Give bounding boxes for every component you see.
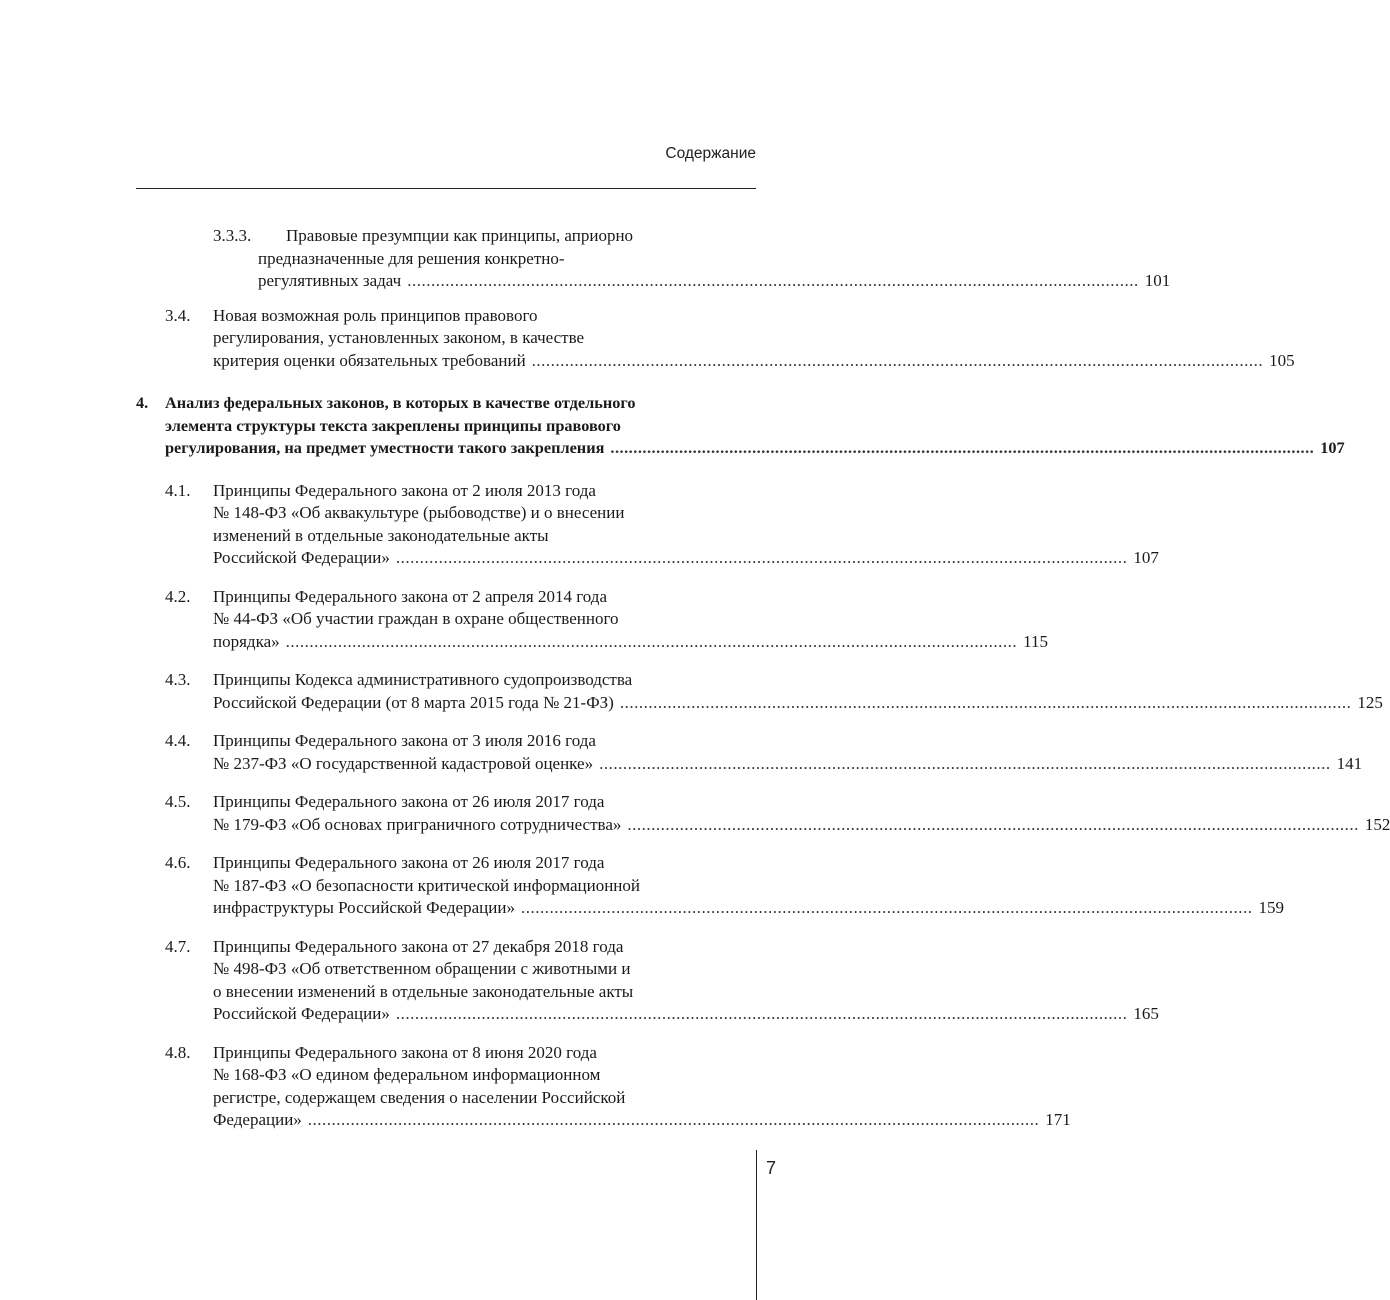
toc-entry-line: предназначенные для решения конкретно- (258, 248, 565, 268)
toc-entry-line: регулирования, установленных законом, в качестве (213, 328, 585, 347)
toc-entry-number: 4.7. (165, 936, 191, 956)
dot-leader: .......................................................................................................................................................... (307, 1110, 1040, 1129)
toc-entry-number: 4.2. (165, 586, 191, 606)
dot-leader: .......................................................................................................................................................... (407, 271, 1139, 290)
dot-leader: .......................................................................................................................................................... (531, 350, 1264, 370)
toc-entry-line: № 498-ФЗ «Об ответственном обращении с животными и (213, 959, 631, 978)
dot-leader: .......................................................................................................................................................... (599, 753, 1331, 773)
toc-entry-4-7[interactable] (136, 936, 1159, 1026)
toc-page-number: 107 (1320, 438, 1345, 457)
toc-entry-line: № 179-ФЗ «Об основах приграничного сотрудничества» (213, 814, 622, 834)
toc-entry-line: № 168-ФЗ «О едином федеральном информационном (213, 1065, 601, 1084)
running-header-title: Содержание (665, 145, 756, 162)
toc-entry-line: регулирования, на предмет уместности такого закрепления (165, 438, 605, 457)
toc-entry-line: о внесении изменений в отдельные законодательные акты (213, 981, 634, 1001)
dot-leader: .......................................................................................................................................................... (619, 692, 1352, 712)
toc-page-number: 107 (1133, 548, 1159, 567)
toc-entry-line: Федерации» (213, 1110, 302, 1129)
toc-entry-line: Принципы Федерального закона от 8 июня 2020 года (213, 1042, 597, 1062)
toc-entry-line: Принципы Федерального закона от 2 апреля 2014 года (213, 586, 607, 606)
toc-entry-chapter-4[interactable] (136, 392, 1345, 460)
toc-entry-number: 3.3.3. (213, 226, 252, 245)
toc-entry-4-8[interactable] (136, 1042, 1071, 1132)
toc-entry-line: № 148-ФЗ «Об аквакультуре (рыбоводстве) и о внесении (213, 503, 625, 522)
header-rule (136, 188, 756, 189)
toc-page-number: 159 (1258, 898, 1284, 917)
toc-page-number: 125 (1357, 692, 1383, 712)
toc-entry-line: Российской Федерации» (213, 548, 390, 567)
toc-entry-number: 4. (136, 393, 149, 412)
toc-entry-3-3-3[interactable] (136, 225, 1171, 293)
toc-entry-line: Российской Федерации» (213, 1004, 390, 1023)
toc-entry-number: 4.4. (165, 731, 191, 750)
toc-page-number: 105 (1269, 350, 1295, 370)
toc-entry-line: № 44-ФЗ «Об участии граждан в охране общественного (213, 609, 619, 628)
toc-entry-4-2[interactable] (136, 586, 1048, 654)
toc-entry-line: инфраструктуры Российской Федерации» (213, 898, 515, 917)
toc-entry-line: Принципы Кодекса административного судопроизводства (213, 670, 633, 689)
toc-entry-line: Российской Федерации (от 8 марта 2015 года № 21-ФЗ) (213, 692, 614, 712)
toc-entry-line: № 237-ФЗ «О государственной кадастровой оценке» (213, 753, 594, 773)
toc-entry-line: регулятивных задач (258, 271, 402, 290)
table-of-contents (136, 225, 1390, 1132)
toc-page-number: 165 (1133, 1004, 1159, 1023)
toc-page-number: 171 (1045, 1110, 1071, 1129)
toc-entry-number: 4.3. (165, 670, 191, 689)
toc-entry-4-1[interactable] (136, 480, 1159, 570)
toc-entry-line: изменений в отдельные законодательные акты (213, 525, 549, 545)
toc-entry-line: Принципы Федерального закона от 26 июля 2017 года (213, 853, 605, 872)
toc-entry-4-5[interactable] (136, 791, 1390, 836)
toc-entry-4-4[interactable] (136, 730, 1363, 775)
toc-entry-number: 4.8. (165, 1042, 191, 1062)
page-number: 7 (766, 1158, 777, 1178)
toc-entry-number: 4.6. (165, 853, 191, 872)
dot-leader: .......................................................................................................................................................... (395, 1004, 1128, 1023)
dot-leader: .......................................................................................................................................................... (610, 438, 1315, 457)
toc-page-number: 141 (1336, 753, 1363, 773)
toc-entry-3-4[interactable] (136, 305, 1295, 373)
toc-entry-number: 3.4. (165, 305, 191, 325)
toc-entry-line: Новая возможная роль принципов правового (213, 305, 538, 325)
toc-entry-line: Принципы Федерального закона от 3 июля 2016 года (213, 731, 596, 750)
toc-entry-line: Принципы Федерального закона от 2 июля 2013 года (213, 480, 596, 500)
toc-entry-line: регистре, содержащем сведения о населении Российской (213, 1087, 626, 1107)
toc-page-number: 152 (1364, 814, 1390, 834)
toc-entry-number: 4.1. (165, 480, 191, 500)
page-number-rule (756, 1150, 757, 1300)
toc-entry-line: Принципы Федерального закона от 27 декабря 2018 года (213, 936, 624, 956)
toc-entry-4-3[interactable] (136, 669, 1383, 714)
toc-entry-number: 4.5. (165, 792, 191, 811)
toc-entry-line: порядка» (213, 631, 280, 651)
toc-entry-line: элемента структуры текста закреплены принципы правового (165, 415, 621, 435)
toc-entry-line: Анализ федеральных законов, в которых в качестве отдельного (165, 393, 636, 412)
toc-entry-line: Принципы Федерального закона от 26 июля 2017 года (213, 792, 605, 811)
toc-entry-line: № 187-ФЗ «О безопасности критической информационной (213, 875, 641, 895)
toc-page-number: 101 (1144, 271, 1171, 290)
toc-entry-4-6[interactable] (136, 852, 1284, 920)
dot-leader: .......................................................................................................................................................... (627, 814, 1359, 834)
dot-leader: .......................................................................................................................................................... (520, 898, 1253, 917)
toc-page-number: 115 (1023, 631, 1048, 651)
dot-leader: .......................................................................................................................................................... (395, 548, 1128, 567)
toc-entry-line: критерия оценки обязательных требований (213, 350, 526, 370)
dot-leader: .......................................................................................................................................................... (285, 631, 1018, 651)
toc-entry-line: Правовые презумпции как принципы, априорно (286, 226, 634, 245)
